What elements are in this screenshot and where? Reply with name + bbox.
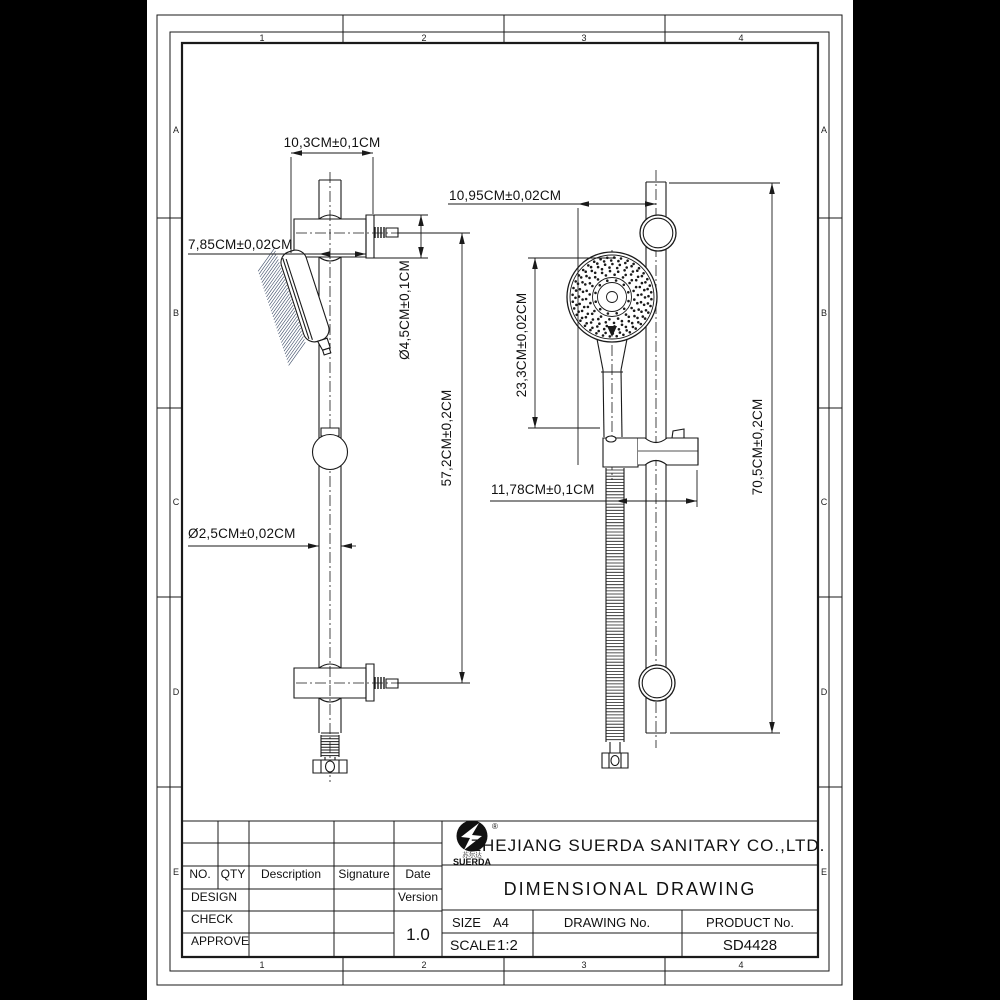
size-value: A4 bbox=[493, 915, 509, 930]
zone-col-label: 1 bbox=[259, 960, 265, 970]
zone-col-label: 3 bbox=[581, 33, 587, 43]
zone-row-label: E bbox=[172, 867, 180, 877]
zone-row-label: B bbox=[172, 308, 180, 318]
zone-row-label: D bbox=[172, 687, 180, 697]
dim-bar-dia-label: Ø2,5CM±0,02CM bbox=[188, 526, 296, 541]
logo-brand-cn: 苏尔达 bbox=[462, 852, 482, 859]
row-label-approve: APPROVE bbox=[191, 934, 250, 948]
zone-col-label: 2 bbox=[421, 960, 427, 970]
zone-row-label: C bbox=[820, 497, 828, 507]
zone-col-label: 2 bbox=[421, 33, 427, 43]
zone-row-label: D bbox=[820, 687, 828, 697]
dim-bracket-dia-label: Ø4,5CM±0,1CM bbox=[397, 260, 412, 360]
col-header-date: Date bbox=[405, 867, 431, 881]
zone-row-label: A bbox=[172, 125, 180, 135]
zone-col-label: 1 bbox=[259, 33, 265, 43]
dim-bracket-span-label: 57,2CM±0,2CM bbox=[439, 389, 454, 487]
dim-slider-width-label: 11,78CM±0,1CM bbox=[491, 482, 595, 497]
zone-row-label: E bbox=[820, 867, 828, 877]
product-no-label: PRODUCT No. bbox=[706, 915, 794, 930]
version-value: 1.0 bbox=[406, 925, 430, 944]
row-label-design: DESIGN bbox=[191, 890, 238, 904]
dim-head-to-slider-label: 23,3CM±0,02CM bbox=[514, 292, 529, 398]
row-label-check: CHECK bbox=[191, 912, 234, 926]
logo-brand: SUERDA bbox=[452, 857, 492, 867]
drawing-title: DIMENSIONAL DRAWING bbox=[503, 879, 757, 899]
zone-row-label: C bbox=[172, 497, 180, 507]
dim-top-offset-label: 10,95CM±0,02CM bbox=[449, 188, 562, 203]
col-header-no: NO. bbox=[189, 867, 211, 881]
zone-row-label: A bbox=[820, 125, 828, 135]
dim-depth-label: 10,3CM±0,1CM bbox=[283, 135, 381, 150]
company-name: ZHEJIANG SUERDA SANITARY CO.,LTD. bbox=[470, 836, 826, 855]
scale-value: 1:2 bbox=[497, 937, 518, 954]
zone-row-label: B bbox=[820, 308, 828, 318]
col-header-signature: Signature bbox=[338, 867, 390, 881]
col-header-description: Description bbox=[260, 867, 322, 881]
dim-total-length-label: 70,5CM±0,2CM bbox=[750, 398, 765, 496]
scale-label: SCALE bbox=[450, 937, 496, 953]
registered-mark: ® bbox=[492, 822, 498, 831]
drawing-no-label: DRAWING No. bbox=[563, 915, 651, 930]
zone-col-label: 4 bbox=[738, 960, 744, 970]
size-label: SIZE bbox=[452, 915, 481, 930]
zone-col-label: 4 bbox=[738, 33, 744, 43]
version-label: Version bbox=[397, 890, 439, 904]
zone-col-label: 3 bbox=[581, 960, 587, 970]
col-header-qty: QTY bbox=[220, 867, 246, 881]
dim-head-offset-label: 7,85CM±0,02CM bbox=[188, 237, 293, 252]
product-no-value: SD4428 bbox=[722, 937, 778, 954]
